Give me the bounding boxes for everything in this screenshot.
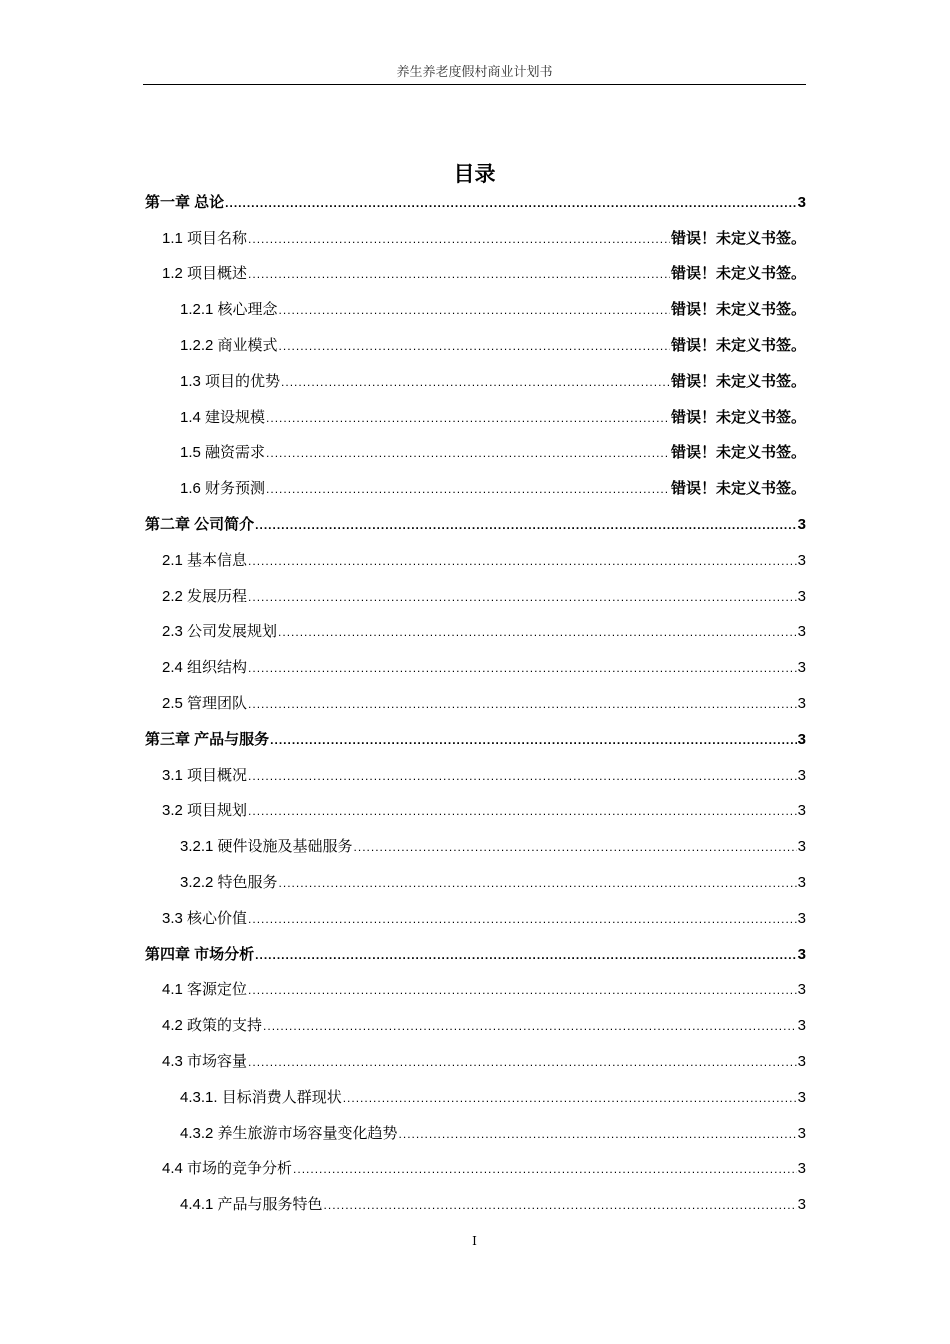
toc-entry-label: 3.2.1 硬件设施及基础服务	[180, 838, 353, 856]
toc-dot-leader	[255, 516, 796, 534]
toc-entry-label: 3.2 项目规划	[162, 802, 248, 820]
toc-entry[interactable]	[143, 829, 806, 865]
toc-entry-label: 第一章 总论	[145, 193, 225, 211]
toc-entry[interactable]	[143, 901, 806, 937]
toc-entry-page: 错误！未定义书签。	[670, 229, 806, 247]
toc-entry[interactable]	[143, 1080, 806, 1116]
toc-entry[interactable]	[143, 722, 806, 758]
toc-entry[interactable]	[143, 507, 806, 543]
toc-entry-label: 2.1 基本信息	[162, 551, 248, 569]
toc-entry-page: 3	[797, 766, 806, 784]
toc-entry[interactable]	[143, 1187, 806, 1223]
toc-entry-page: 错误！未定义书签。	[670, 265, 806, 283]
page-header: 养生养老度假村商业计划书	[143, 62, 806, 85]
toc-dot-leader	[248, 910, 797, 928]
toc-entry-page: 3	[797, 695, 806, 713]
toc-entry[interactable]	[143, 865, 806, 901]
toc-entry-label: 4.2 政策的支持	[162, 1017, 263, 1035]
toc-entry-label: 4.3.2 养生旅游市场容量变化趋势	[180, 1124, 398, 1142]
toc-entry[interactable]	[143, 543, 806, 579]
toc-entry-label: 2.3 公司发展规划	[162, 623, 278, 641]
toc-entry-page: 3	[797, 1088, 806, 1106]
toc-entry[interactable]	[143, 400, 806, 436]
toc-dot-leader	[278, 623, 797, 641]
toc-entry-page: 3	[797, 659, 806, 677]
toc-entry-page: 3	[797, 1196, 806, 1214]
toc-entry[interactable]	[143, 471, 806, 507]
toc-entry[interactable]	[143, 973, 806, 1009]
toc-entry-page: 3	[797, 587, 806, 605]
toc-entry-label: 4.4.1 产品与服务特色	[180, 1196, 323, 1214]
toc-entry-label: 1.2.1 核心理念	[180, 301, 278, 319]
toc-dot-leader	[266, 444, 670, 462]
toc-entry-label: 4.1 客源定位	[162, 981, 248, 999]
toc-entry[interactable]	[143, 686, 806, 722]
toc-list	[143, 185, 806, 1223]
toc-entry-label: 4.3.1. 目标消费人群现状	[180, 1088, 342, 1106]
toc-title: 目录	[453, 163, 496, 186]
toc-entry-label: 3.2.2 特色服务	[180, 874, 278, 892]
toc-entry[interactable]	[143, 185, 806, 221]
toc-entry-label: 第四章 市场分析	[145, 945, 255, 963]
toc-entry[interactable]	[143, 1008, 806, 1044]
toc-dot-leader	[343, 1089, 797, 1107]
toc-entry-page: 错误！未定义书签。	[670, 408, 806, 426]
toc-entry-label: 4.3 市场容量	[162, 1053, 248, 1071]
toc-entry[interactable]	[143, 221, 806, 257]
toc-entry-label: 1.5 融资需求	[180, 444, 266, 462]
toc-dot-leader	[225, 194, 796, 212]
toc-dot-leader	[270, 731, 796, 749]
toc-dot-leader	[263, 1017, 797, 1035]
toc-entry-page: 错误！未定义书签。	[670, 372, 806, 390]
toc-dot-leader	[248, 1053, 797, 1071]
toc-entry-label: 1.2.2 商业模式	[180, 337, 278, 355]
toc-entry-page: 3	[797, 551, 806, 569]
toc-entry-page: 3	[797, 730, 806, 748]
toc-entry[interactable]	[143, 1116, 806, 1152]
toc-dot-leader	[255, 946, 796, 964]
toc-entry[interactable]	[143, 328, 806, 364]
toc-entry-page: 错误！未定义书签。	[670, 444, 806, 462]
toc-entry-page: 错误！未定义书签。	[670, 337, 806, 355]
toc-dot-leader	[248, 230, 670, 248]
toc-entry-page: 3	[797, 802, 806, 820]
toc-dot-leader	[293, 1160, 797, 1178]
toc-dot-leader	[279, 301, 670, 319]
toc-entry-label: 第二章 公司简介	[145, 516, 255, 534]
page-number: I	[472, 1234, 477, 1248]
toc-entry-label: 第三章 产品与服务	[145, 730, 270, 748]
toc-entry-label: 1.2 项目概述	[162, 265, 248, 283]
toc-entry-label: 1.3 项目的优势	[180, 372, 281, 390]
toc-entry-label: 2.4 组织结构	[162, 659, 248, 677]
toc-entry-label: 2.5 管理团队	[162, 695, 248, 713]
toc-entry[interactable]	[143, 758, 806, 794]
toc-entry-label: 2.2 发展历程	[162, 587, 248, 605]
toc-dot-leader	[324, 1196, 797, 1214]
toc-entry[interactable]	[143, 579, 806, 615]
toc-entry-page: 3	[797, 1053, 806, 1071]
toc-dot-leader	[354, 838, 797, 856]
toc-entry[interactable]	[143, 1152, 806, 1188]
toc-dot-leader	[266, 480, 670, 498]
toc-dot-leader	[248, 695, 797, 713]
toc-entry-label: 4.4 市场的竞争分析	[162, 1160, 293, 1178]
toc-entry[interactable]	[143, 650, 806, 686]
toc-dot-leader	[248, 552, 797, 570]
toc-entry[interactable]	[143, 292, 806, 328]
toc-entry-page: 3	[797, 1160, 806, 1178]
toc-entry-label: 3.3 核心价值	[162, 909, 248, 927]
toc-entry-page: 3	[797, 909, 806, 927]
toc-entry-label: 3.1 项目概况	[162, 766, 248, 784]
toc-entry-page: 3	[797, 945, 806, 963]
toc-dot-leader	[248, 981, 797, 999]
toc-entry-page: 3	[797, 1124, 806, 1142]
toc-dot-leader	[248, 265, 670, 283]
toc-entry-page: 错误！未定义书签。	[670, 301, 806, 319]
toc-dot-leader	[248, 802, 797, 820]
toc-entry-label: 1.4 建设规模	[180, 408, 266, 426]
toc-dot-leader	[279, 337, 670, 355]
toc-entry-page: 3	[797, 516, 806, 534]
toc-entry-page: 3	[797, 981, 806, 999]
toc-dot-leader	[399, 1125, 797, 1143]
toc-entry[interactable]	[143, 1044, 806, 1080]
toc-entry-page: 3	[797, 838, 806, 856]
toc-entry[interactable]	[143, 436, 806, 472]
toc-entry-page: 错误！未定义书签。	[670, 480, 806, 498]
toc-dot-leader	[281, 373, 670, 391]
toc-entry-page: 3	[797, 874, 806, 892]
toc-entry[interactable]	[143, 257, 806, 293]
toc-entry-label: 1.1 项目名称	[162, 229, 248, 247]
toc-dot-leader	[248, 659, 797, 677]
toc-dot-leader	[248, 588, 797, 606]
toc-entry-label: 1.6 财务预测	[180, 480, 266, 498]
toc-entry[interactable]	[143, 794, 806, 830]
toc-dot-leader	[266, 409, 670, 427]
toc-entry[interactable]	[143, 937, 806, 973]
toc-entry-page: 3	[797, 623, 806, 641]
toc-entry-page: 3	[797, 1017, 806, 1035]
toc-entry-page: 3	[797, 193, 806, 211]
toc-entry[interactable]	[143, 364, 806, 400]
toc-dot-leader	[248, 767, 797, 785]
toc-dot-leader	[279, 874, 797, 892]
toc-entry[interactable]	[143, 615, 806, 651]
